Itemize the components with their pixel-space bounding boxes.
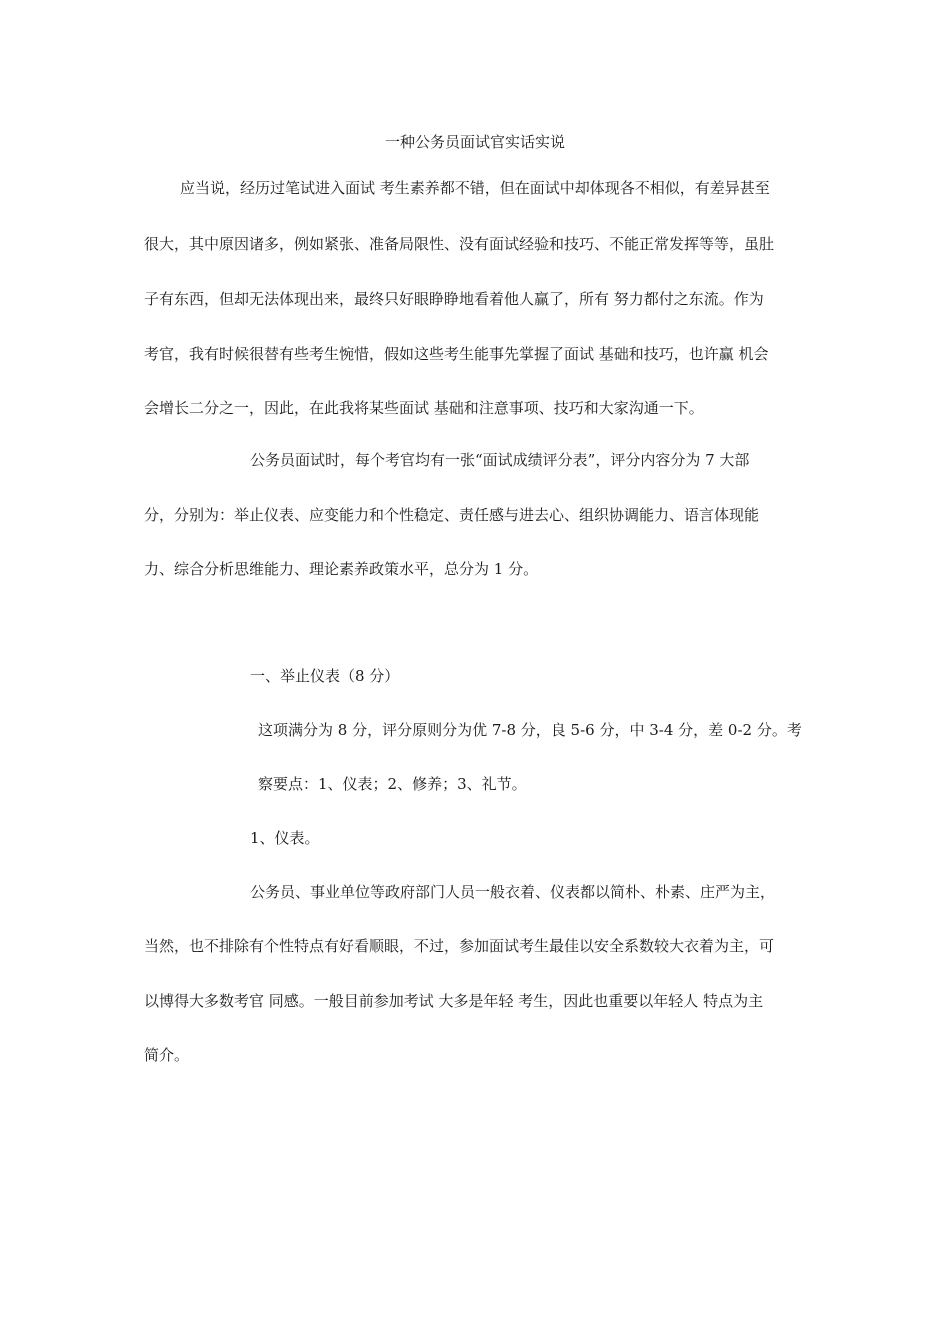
sub1-line-4: 简介。: [144, 1046, 190, 1064]
scoring-line-2: 分，分别为：举止仪表、应变能力和个性稳定、责任感与进去心、组织协调能力、语言体现能: [144, 506, 760, 524]
section1-heading: 一、举止仪表（8 分）: [250, 667, 400, 685]
section1-line-1: 这项满分为 8 分，评分原则分为优 7-8 分，良 5-6 分，中 3-4 分，差 0-2 分。考: [258, 721, 802, 739]
sub1-heading: 1、仪表。: [250, 829, 320, 847]
sub1-line-2: 当然，也不排除有个性特点有好看顺眼，不过，参加面试考生最佳以安全系数较大衣着为主，可: [144, 937, 775, 955]
intro-line-4: 考官，我有时候很替有些考生惋惜，假如这些考生能事先掌握了面试 基础和技巧，也许赢 机会: [144, 345, 769, 363]
intro-line-2: 很大，其中原因诸多，例如紧张、准备局限性、没有面试经验和技巧、不能正常发挥等等，虽肚: [144, 235, 775, 253]
document-title: 一种公务员面试官实话实说: [384, 133, 565, 151]
scoring-line-1: 公务员面试时，每个考官均有一张“面试成绩评分表”，评分内容分为 7 大部: [250, 451, 750, 469]
intro-line-1: 应当说，经历过笔试进入面试 考生素养都不错，但在面试中却体现各不相似，有差异甚至: [180, 179, 770, 197]
intro-line-3: 子有东西，但却无法体现出来，最终只好眼睁睁地看着他人赢了，所有 努力都付之东流。作为: [144, 290, 764, 308]
scoring-line-3: 力、综合分析思维能力、理论素养政策水平，总分为 1 分。: [144, 560, 539, 578]
sub1-line-1: 公务员、事业单位等政府部门人员一般衣着、仪表都以简朴、朴素、庄严为主，: [250, 883, 776, 901]
section1-line-2: 察要点：1、仪表；2、修养；3、礼节。: [258, 775, 527, 793]
intro-line-5: 会增长二分之一，因此，在此我将某些面试 基础和注意事项、技巧和大家沟通一下。: [144, 399, 704, 417]
sub1-line-3: 以博得大多数考官 同感。一般目前参加考试 大多是年轻 考生，因此也重要以年轻人 特点为主: [144, 992, 764, 1010]
